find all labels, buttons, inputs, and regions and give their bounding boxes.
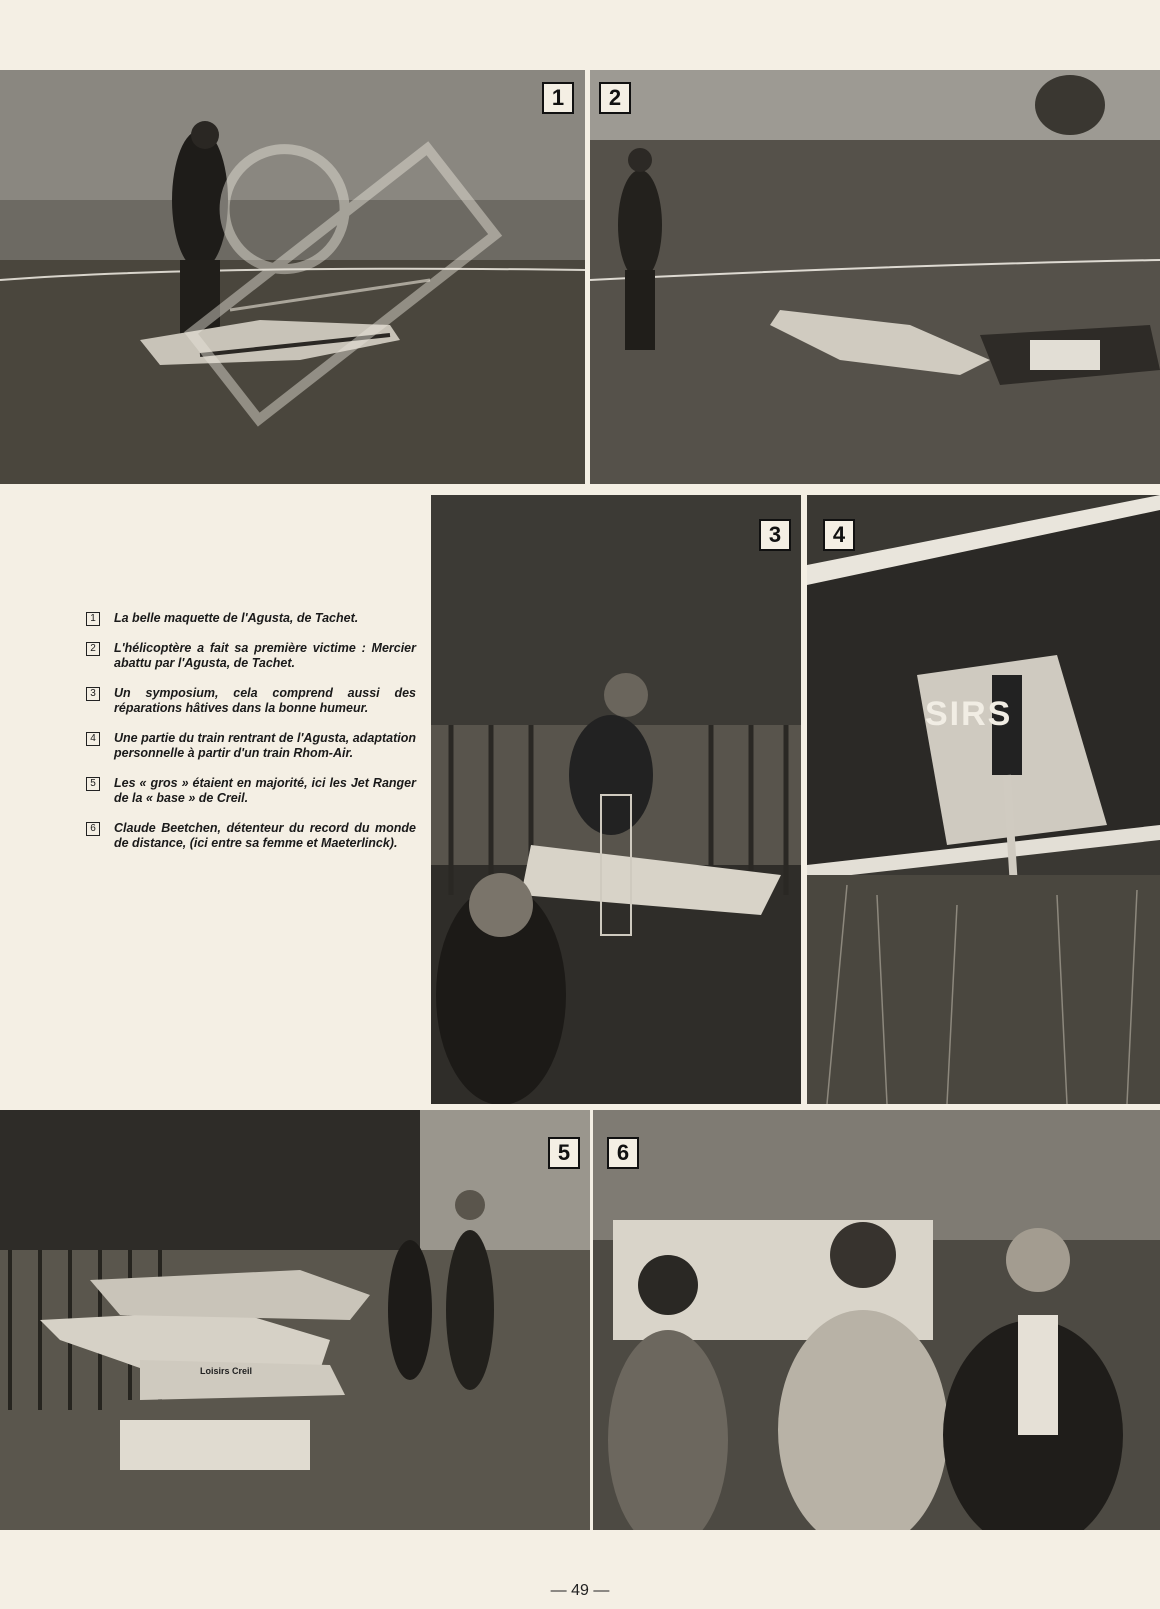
caption-5 xyxy=(86,776,416,806)
photo-2-mercier-knocked-down xyxy=(590,70,1160,484)
caption-2 xyxy=(86,641,416,671)
caption-4 xyxy=(86,731,416,761)
caption-5-text: Les « gros » étaient en majorité, ici les Jet Ranger de la « base » de Creil. xyxy=(114,776,416,805)
caption-4-number: 4 xyxy=(86,732,100,746)
caption-1 xyxy=(86,611,416,626)
photo-1-agusta-model xyxy=(0,70,585,484)
photo-5-helicopter-lettering: Loisirs Creil xyxy=(200,1366,253,1376)
caption-3-number: 3 xyxy=(86,687,100,701)
caption-4-text: Une partie du train rentrant de l'Agusta, adaptation personnelle à partir d'un train Rhom-Air. xyxy=(114,731,416,760)
caption-3-text: Un symposium, cela comprend aussi des réparations hâtives dans la bonne humeur. xyxy=(114,686,416,715)
photo-3-number: 3 xyxy=(759,519,791,551)
photo-4-number: 4 xyxy=(823,519,855,551)
caption-3 xyxy=(86,686,416,716)
photo-5-jet-rangers xyxy=(0,1110,590,1530)
photo-2-number: 2 xyxy=(599,82,631,114)
photo-4-fuselage-lettering: SIRS xyxy=(925,695,1013,733)
caption-2-text: L'hélicoptère a fait sa première victime : Mercier abattu par l'Agusta, de Tachet. xyxy=(114,641,416,670)
page-number: — 49 — xyxy=(550,1582,610,1599)
photo-3-repairs xyxy=(431,495,801,1104)
photo-5-number: 5 xyxy=(548,1137,580,1169)
photo-6-number: 6 xyxy=(607,1137,639,1169)
caption-6 xyxy=(86,821,416,851)
photo-6-claude-beetchen xyxy=(593,1110,1160,1530)
caption-1-number: 1 xyxy=(86,612,100,626)
caption-2-number: 2 xyxy=(86,642,100,656)
caption-list xyxy=(86,611,416,866)
photo-4-retractable-gear xyxy=(807,495,1160,1104)
caption-5-number: 5 xyxy=(86,777,100,791)
photo-1-number: 1 xyxy=(542,82,574,114)
caption-1-text: La belle maquette de l'Agusta, de Tachet. xyxy=(114,611,359,625)
caption-6-number: 6 xyxy=(86,822,100,836)
caption-6-text: Claude Beetchen, détenteur du record du monde de distance, (ici entre sa femme et Maeterlinck). xyxy=(114,821,416,850)
